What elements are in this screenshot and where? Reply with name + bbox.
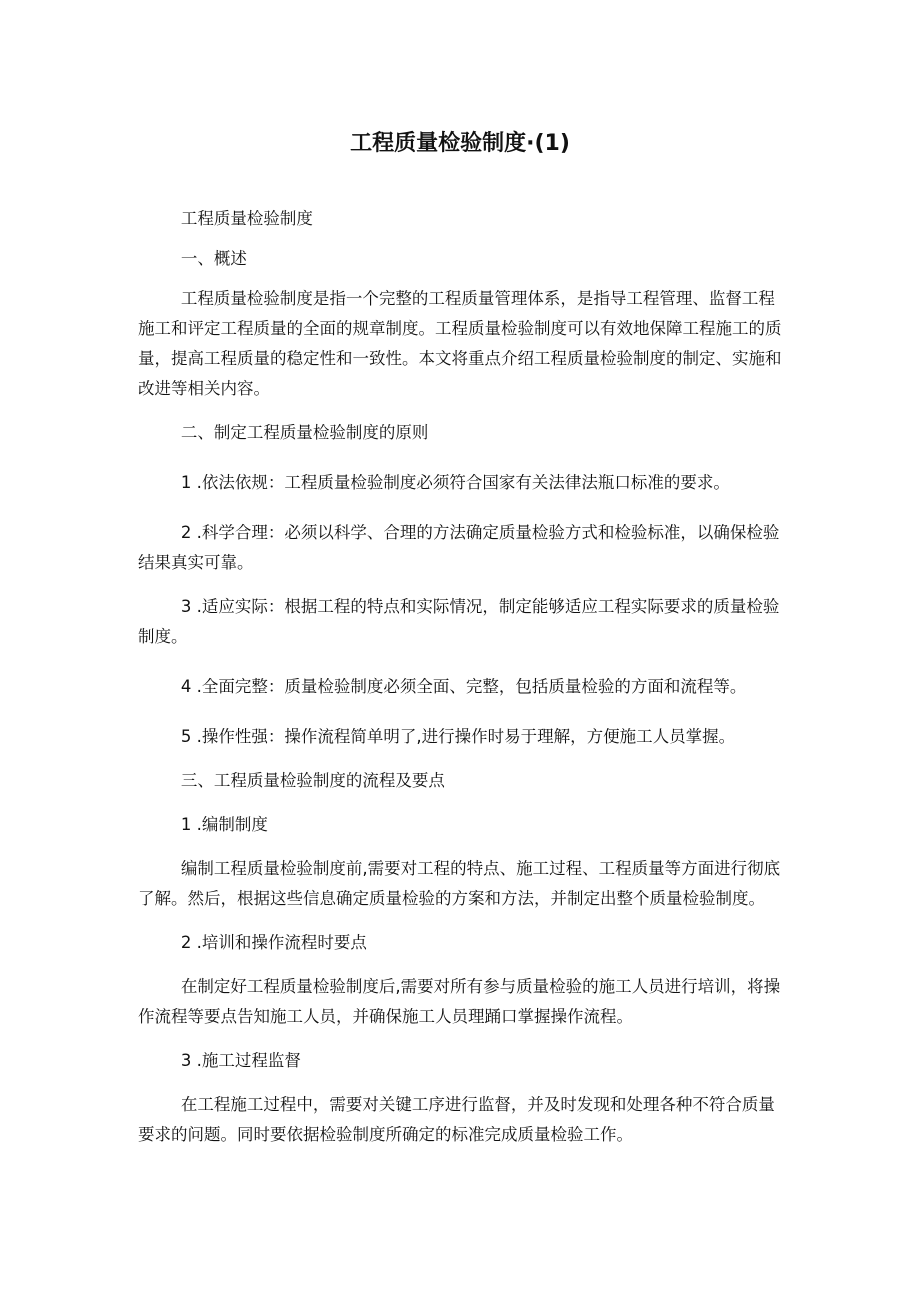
- process-item-2-heading: 2 .培训和操作流程时要点: [180, 933, 367, 952]
- principle-item-4: 4 .全面完整：质量检验制度必须全面、完整，包括质量检验的方面和流程等。: [180, 677, 747, 696]
- paragraph-overview: 工程质量检验制度是指一个完整的工程质量管理体系，是指导工程管理、监督工程施工和评定工程质量的全面的规章制度。工程质量检验制度可以有效地保障工程施工的质量，提高工程质量的稳定性和一致性。本文将重点介绍工程质量检验制度的制定、实施和改进等相关内容。: [138, 289, 782, 398]
- principle-item-3: 3 .适应实际：根据工程的特点和实际情况，制定能够适应工程实际要求的质量检验制度。: [138, 597, 780, 646]
- heading-principles: 二、制定工程质量检验制度的原则: [180, 423, 429, 442]
- document-title: 工程质量检验制度·(1): [350, 131, 570, 156]
- principle-item-2: 2 .科学合理：必须以科学、合理的方法确定质量检验方式和检验标准，以确保检验结果真实可靠。: [138, 523, 780, 572]
- process-item-3-heading: 3 .施工过程监督: [180, 1051, 301, 1070]
- process-item-3-text: 在工程施工过程中，需要对关键工序进行监督，并及时发现和处理各种不符合质量要求的问题。同时要依据检验制度所确定的标准完成质量检验工作。: [138, 1095, 775, 1144]
- process-item-1-heading: 1 .编制制度: [180, 815, 268, 834]
- heading-overview: 一、概述: [180, 249, 247, 268]
- document-body: [138, 204, 790, 1150]
- process-item-1-text: 编制工程质量检验制度前,需要对工程的特点、施工过程、工程质量等方面进行彻底了解。然后，根据这些信息确定质量检验的方案和方法，并制定出整个质量检验制度。: [138, 859, 781, 908]
- process-item-2-text: 在制定好工程质量检验制度后,需要对所有参与质量检验的施工人员进行培训，将操作流程等要点告知施工人员，并确保施工人员理踊口掌握操作流程。: [138, 977, 781, 1026]
- paragraph-subtitle: 工程质量检验制度: [180, 209, 313, 228]
- principle-item-5: 5 .操作性强：操作流程简单明了,进行操作时易于理解，方便施工人员掌握。: [180, 727, 736, 746]
- heading-process: 三、工程质量检验制度的流程及要点: [180, 771, 445, 790]
- principle-item-1: 1 .依法依规：工程质量检验制度必须符合国家有关法律法瓶口标准的要求。: [180, 473, 730, 492]
